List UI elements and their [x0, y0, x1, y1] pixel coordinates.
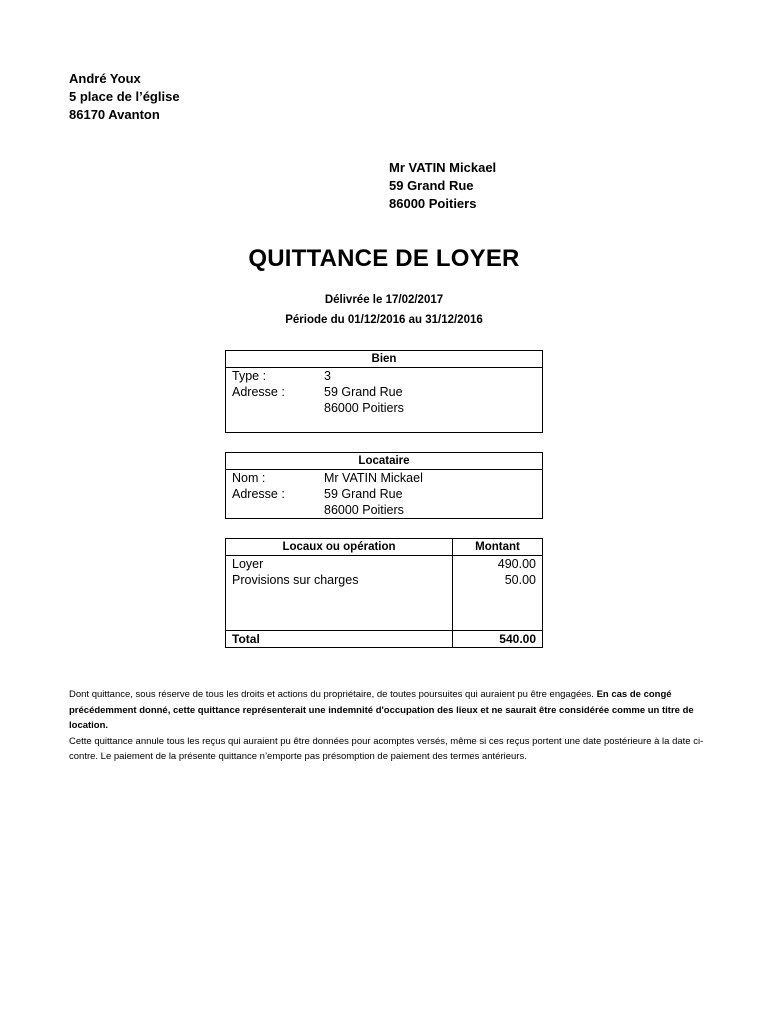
legal-text-1: Dont quittance, sous réserve de tous les droits et actions du propriétaire, de toutes poursuites qui auraient pu être engagées.: [69, 689, 597, 700]
sender-street: 5 place de l’église: [69, 89, 180, 104]
operations-table: [225, 538, 543, 648]
tenant-table: [225, 452, 543, 519]
property-type-value: 3: [324, 369, 331, 383]
recipient-address: [389, 159, 496, 213]
property-header: Bien: [226, 351, 543, 368]
total-amount: 540.00: [453, 631, 543, 648]
sender-address: [69, 70, 180, 124]
recipient-city: 86000 Poitiers: [389, 196, 477, 211]
operations-label-header: Locaux ou opération: [226, 539, 453, 556]
property-address-label: Adresse :: [232, 385, 285, 399]
property-address-line2: 86000 Poitiers: [324, 401, 404, 415]
property-table: [225, 350, 543, 433]
table-row: [226, 556, 543, 573]
tenant-name-label: Nom :: [232, 471, 266, 485]
rental-period: Période du 01/12/2016 au 31/12/2016: [285, 314, 483, 326]
document-title: QUITTANCE DE LOYER: [248, 245, 520, 272]
tenant-name-value: Mr VATIN Mickael: [324, 471, 423, 485]
operation-amount: 490.00: [453, 556, 543, 573]
operation-label: Provisions sur charges: [226, 572, 453, 588]
sender-city: 86170 Avanton: [69, 107, 160, 122]
tenant-header: Locataire: [226, 453, 543, 470]
total-label: Total: [226, 631, 453, 648]
tenant-address-label: Adresse :: [232, 487, 285, 501]
legal-text-bold: En cas de congé précédemment donné, cette quittance représenterait une indemnité d'occupation des lieux et ne saurait être considérée comme un titre de location.: [69, 689, 694, 731]
tenant-address-line1: 59 Grand Rue: [324, 487, 403, 501]
property-address-line1: 59 Grand Rue: [324, 385, 403, 399]
recipient-street: 59 Grand Rue: [389, 178, 474, 193]
operation-amount: 50.00: [453, 572, 543, 588]
property-type-label: Type :: [232, 369, 267, 383]
legal-notice: [69, 687, 709, 765]
recipient-name: Mr VATIN Mickael: [389, 160, 497, 175]
table-row: [226, 572, 543, 588]
operation-label: Loyer: [226, 556, 453, 573]
legal-text-2: Cette quittance annule tous les reçus qui auraient pu être données pour acomptes versés, même si ces reçus portent une date postérieure à la date ci-contre. Le paiement de la présente quittance n’emporte pas présomption de paiement des termes antérieurs.: [69, 735, 704, 762]
issue-date: Délivrée le 17/02/2017: [324, 294, 444, 306]
tenant-address-line2: 86000 Poitiers: [324, 503, 404, 517]
operations-amount-header: Montant: [453, 539, 543, 556]
sender-name: André Youx: [69, 71, 141, 86]
